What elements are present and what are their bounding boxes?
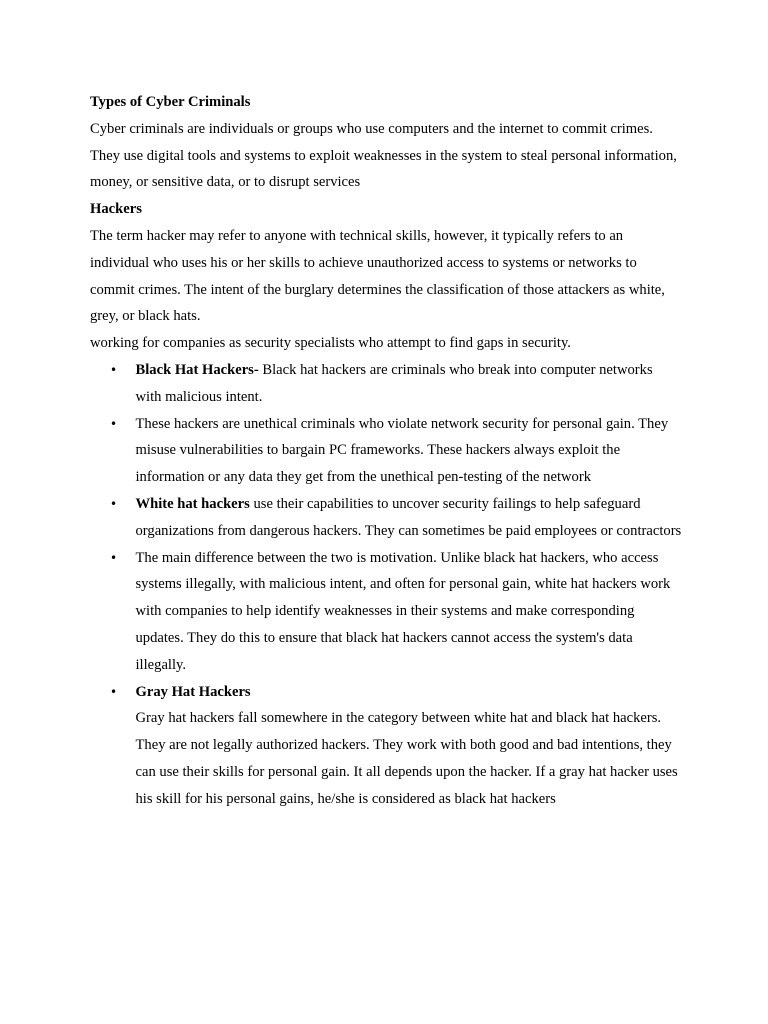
bullet-icon: •: [110, 416, 118, 431]
bullet-icon: •: [110, 550, 118, 565]
bullet-text: These hackers are unethical criminals who violate network security for personal gain. They misuse vulnerabilities to bargain PC frameworks. These hackers always exploit the information or any data they get from the unethical pen-testing of the network: [135, 415, 669, 486]
bullet-bold-lead: Gray Hat Hackers: [135, 683, 251, 700]
list-item-difference: [90, 545, 682, 679]
list-item-gray-hat: [90, 679, 682, 813]
hackers-paragraph: The term hacker may refer to anyone with technical skills, however, it typically refers to an individual who uses his or her skills to achieve unauthorized access to systems or networks to commit crimes. The intent of the burglary determines the classification of those attackers as white, grey, or black hats.: [90, 227, 665, 325]
working-line: working for companies as security specialists who attempt to find gaps in security.: [90, 335, 571, 352]
bullet-bold-lead: Black Hat Hackers-: [135, 361, 259, 378]
bullet-text: Black hat hackers are criminals who break into computer networks with malicious intent.: [135, 361, 653, 405]
bullet-icon: •: [110, 496, 118, 511]
document-title: Types of Cyber Criminals: [90, 94, 251, 110]
list-item-white-hat: [90, 491, 682, 545]
bullet-text: use their capabilities to uncover security failings to help safeguard organizations from dangerous hackers. They can sometimes be paid employees or contractors: [135, 495, 682, 539]
document-body: [90, 89, 682, 813]
bullet-icon: •: [110, 362, 118, 377]
bullet-bold-lead: White hat hackers: [135, 495, 250, 512]
intro-paragraph: Cyber criminals are individuals or groups who use computers and the internet to commit crimes. They use digital tools and systems to exploit weaknesses in the system to steal personal information, money, or sensitive data, or to disrupt services: [90, 120, 677, 191]
list-item-unethical: [90, 411, 682, 491]
bullet-icon: •: [110, 684, 118, 699]
bullet-text: The main difference between the two is motivation. Unlike black hat hackers, who access systems illegally, with malicious intent, and often for personal gain, white hat hackers work with companies to help identify weaknesses in their systems and make corresponding updates. They do this to ensure that black hat hackers cannot access the system's data illegally.: [135, 549, 671, 673]
bullet-list: [90, 357, 682, 813]
list-item-black-hat: [90, 357, 682, 411]
section-heading-hackers: Hackers: [90, 201, 142, 218]
gray-hat-paragraph: Gray hat hackers fall somewhere in the category between white hat and black hat hackers. They are not legally authorized hackers. They work with both good and bad intentions, they can use their skills for personal gain. It all depends upon the hacker. If a gray hat hacker uses his skill for his personal gains, he/she is considered as black hat hackers: [135, 710, 678, 807]
